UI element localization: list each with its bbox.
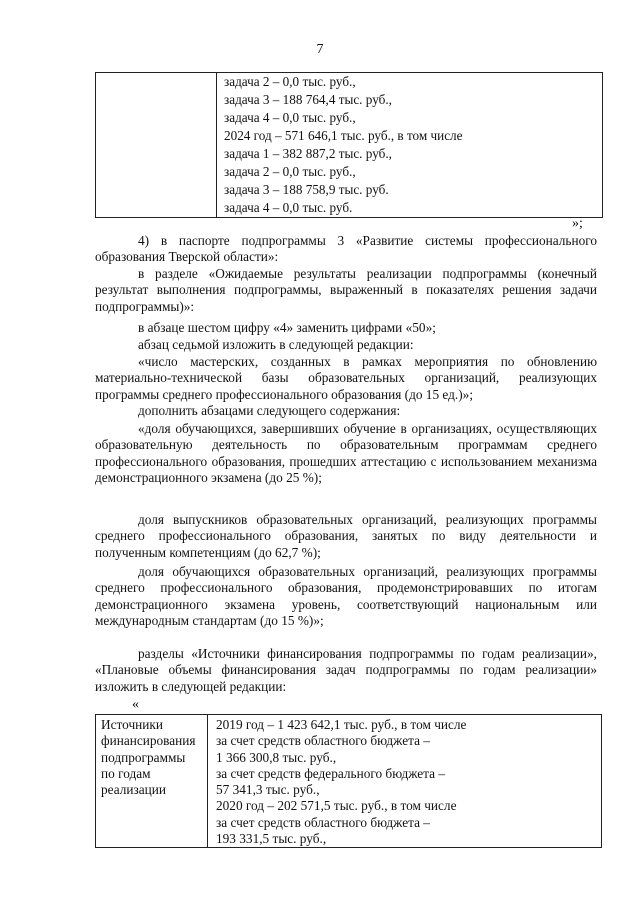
paragraph-share-demo-exam: доля обучающихся образовательных организаций, реализующих программы среднего профессионального образования, продемонстрировавших по итогам демонстрационного экзамена уровень, соответствующий национальным или международным стандартам (до 15 %)»; (95, 564, 597, 628)
opening-quote: « (132, 697, 139, 712)
table1-line: задача 2 – 0,0 тыс. руб., (224, 74, 356, 89)
table2-left-cell (96, 715, 208, 848)
paragraph-supplement: дополнить абзацами следующего содержания: (138, 403, 401, 418)
table2-right-line: 57 341,3 тыс. руб., (216, 782, 320, 798)
table2-left-line: подпрограммы (101, 749, 186, 765)
closing-quote: »; (572, 216, 583, 231)
funding-table-continued (95, 72, 603, 218)
table1-line: задача 1 – 382 887,2 тыс. руб., (224, 146, 392, 161)
paragraph-workshops: «число мастерских, созданных в рамках мероприятия по обновлению материально-технической базы образовательных организаций, реализующих программы среднего профессионального образования (до 15 ед.)»; (95, 354, 597, 402)
table2-left-line: реализации (101, 782, 166, 798)
table2-right-line: 2020 год – 202 571,5 тыс. руб., в том числе (216, 798, 457, 814)
table2-right-line: 2019 год – 1 423 642,1 тыс. руб., в том числе (216, 717, 467, 732)
table1-line: 2024 год – 571 646,1 тыс. руб., в том числе (224, 128, 463, 143)
paragraph-seventh-abzac: абзац седьмой изложить в следующей редакции: (138, 337, 414, 352)
funding-sources-table (95, 714, 602, 848)
table1-line: задача 3 – 188 758,9 тыс. руб. (224, 182, 389, 197)
table2-right-line: за счет средств областного бюджета – (216, 733, 430, 749)
table2-left-line: Источники (101, 717, 163, 732)
table2-left-line: финансирования (101, 733, 196, 749)
table1-line: задача 3 – 188 764,4 тыс. руб., (224, 92, 392, 107)
table1-line: задача 4 – 0,0 тыс. руб., (224, 110, 356, 125)
table1-left-cell (96, 73, 217, 218)
table2-right-line: 193 331,5 тыс. руб., (216, 831, 327, 847)
table2-left-line: по годам (101, 765, 151, 781)
paragraph-item-4: 4) в паспорте подпрограммы 3 «Развитие системы профессионального образования Тверской области»: (95, 233, 597, 265)
table1-line: задача 4 – 0,0 тыс. руб. (224, 200, 353, 215)
page-number: 7 (316, 42, 324, 57)
table1-line: задача 2 – 0,0 тыс. руб., (224, 164, 356, 179)
table2-right-cell (208, 715, 602, 848)
table1-right-cell (217, 73, 603, 218)
table2-right-line: за счет средств федерального бюджета – (216, 765, 445, 781)
paragraph-share-graduates: доля выпускников образовательных организаций, реализующих программы среднего профессионального образования, занятых по виду деятельности и полученным компетенциям (до 62,7 %); (95, 512, 597, 560)
paragraph-sections-funding: разделы «Источники финансирования подпрограммы по годам реализации», «Плановые объемы финансирования задач подпрограммы по годам реализации» изложить в следующей редакции: (95, 646, 597, 694)
table2-right-line: за счет средств областного бюджета – (216, 814, 430, 830)
table2-right-line: 1 366 300,8 тыс. руб., (216, 749, 337, 765)
paragraph-section-results: в разделе «Ожидаемые результаты реализации подпрограммы (конечный результат выполнения подпрограммы, выраженный в показателях решения задачи подпрограммы)»: (95, 266, 597, 314)
paragraph-share-students: «доля обучающихся, завершивших обучение в организациях, осуществляющих образовательную деятельность по образовательным программам среднего профессионального образования, прошедших аттестацию с использованием механизма демонстрационного экзамена (до 25 %); (95, 421, 597, 485)
paragraph-replace-digit: в абзаце шестом цифру «4» заменить цифрами «50»; (138, 320, 436, 335)
